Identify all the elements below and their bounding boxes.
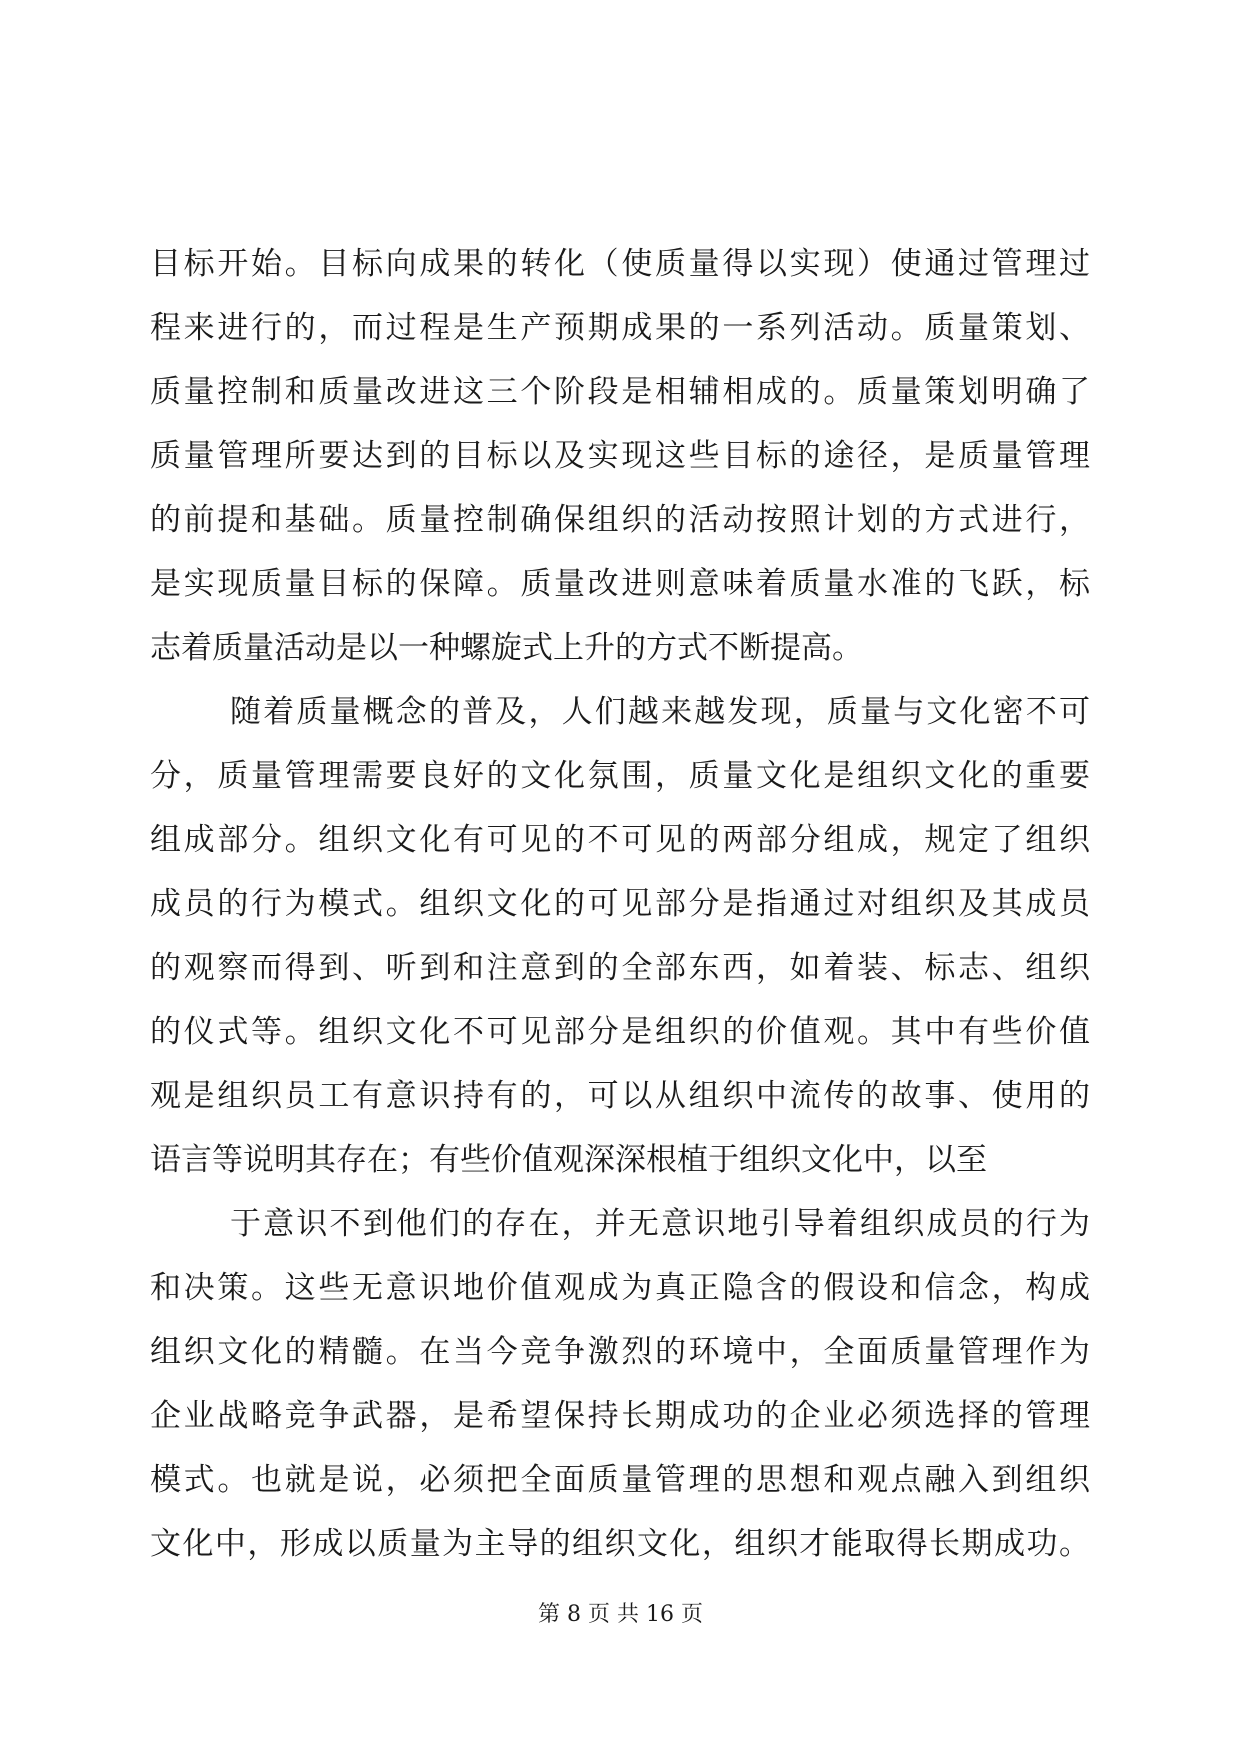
text-line: 的观察而得到、听到和注意到的全部东西，如着装、标志、组织 (150, 950, 1090, 986)
text-line: 文化中，形成以质量为主导的组织文化，组织才能取得长期成功。 (150, 1526, 1090, 1562)
text-line: 的仪式等。组织文化不可见部分是组织的价值观。其中有些价值 (150, 1014, 1090, 1050)
text-line: 质量管理所要达到的目标以及实现这些目标的途径，是质量管理 (150, 438, 1090, 474)
text-line: 是实现质量目标的保障。质量改进则意味着质量水准的飞跃，标 (150, 566, 1090, 602)
text-line: 程来进行的，而过程是生产预期成果的一系列活动。质量策划、 (150, 310, 1090, 346)
text-line: 分，质量管理需要良好的文化氛围，质量文化是组织文化的重要 (150, 758, 1090, 794)
paragraph-first-line: 随着质量概念的普及，人们越来越发现，质量与文化密不可 (230, 694, 1090, 730)
text-line: 组成部分。组织文化有可见的不可见的两部分组成，规定了组织 (150, 822, 1090, 858)
text-line: 成员的行为模式。组织文化的可见部分是指通过对组织及其成员 (150, 886, 1090, 922)
text-line: 组织文化的精髓。在当今竞争激烈的环境中，全面质量管理作为 (150, 1334, 1090, 1370)
document-body (150, 232, 1090, 1576)
text-line: 企业战略竞争武器，是希望保持长期成功的企业必须选择的管理 (150, 1398, 1090, 1434)
page-number: 第 8 页 共 16 页 (538, 1602, 703, 1627)
text-line: 目标开始。目标向成果的转化（使质量得以实现）使通过管理过 (150, 246, 1090, 282)
text-line: 质量控制和质量改进这三个阶段是相辅相成的。质量策划明确了 (150, 374, 1090, 410)
text-line: 志着质量活动是以一种螺旋式上升的方式不断提高。 (150, 630, 863, 666)
text-line: 模式。也就是说，必须把全面质量管理的思想和观点融入到组织 (150, 1462, 1090, 1498)
text-line: 和决策。这些无意识地价值观成为真正隐含的假设和信念，构成 (150, 1270, 1090, 1306)
text-line: 的前提和基础。质量控制确保组织的活动按照计划的方式进行， (150, 502, 1090, 538)
text-line: 语言等说明其存在；有些价值观深深根植于组织文化中，以至 (150, 1142, 987, 1178)
paragraph-first-line: 于意识不到他们的存在，并无意识地引导着组织成员的行为 (230, 1206, 1090, 1242)
text-line: 观是组织员工有意识持有的，可以从组织中流传的故事、使用的 (150, 1078, 1090, 1114)
